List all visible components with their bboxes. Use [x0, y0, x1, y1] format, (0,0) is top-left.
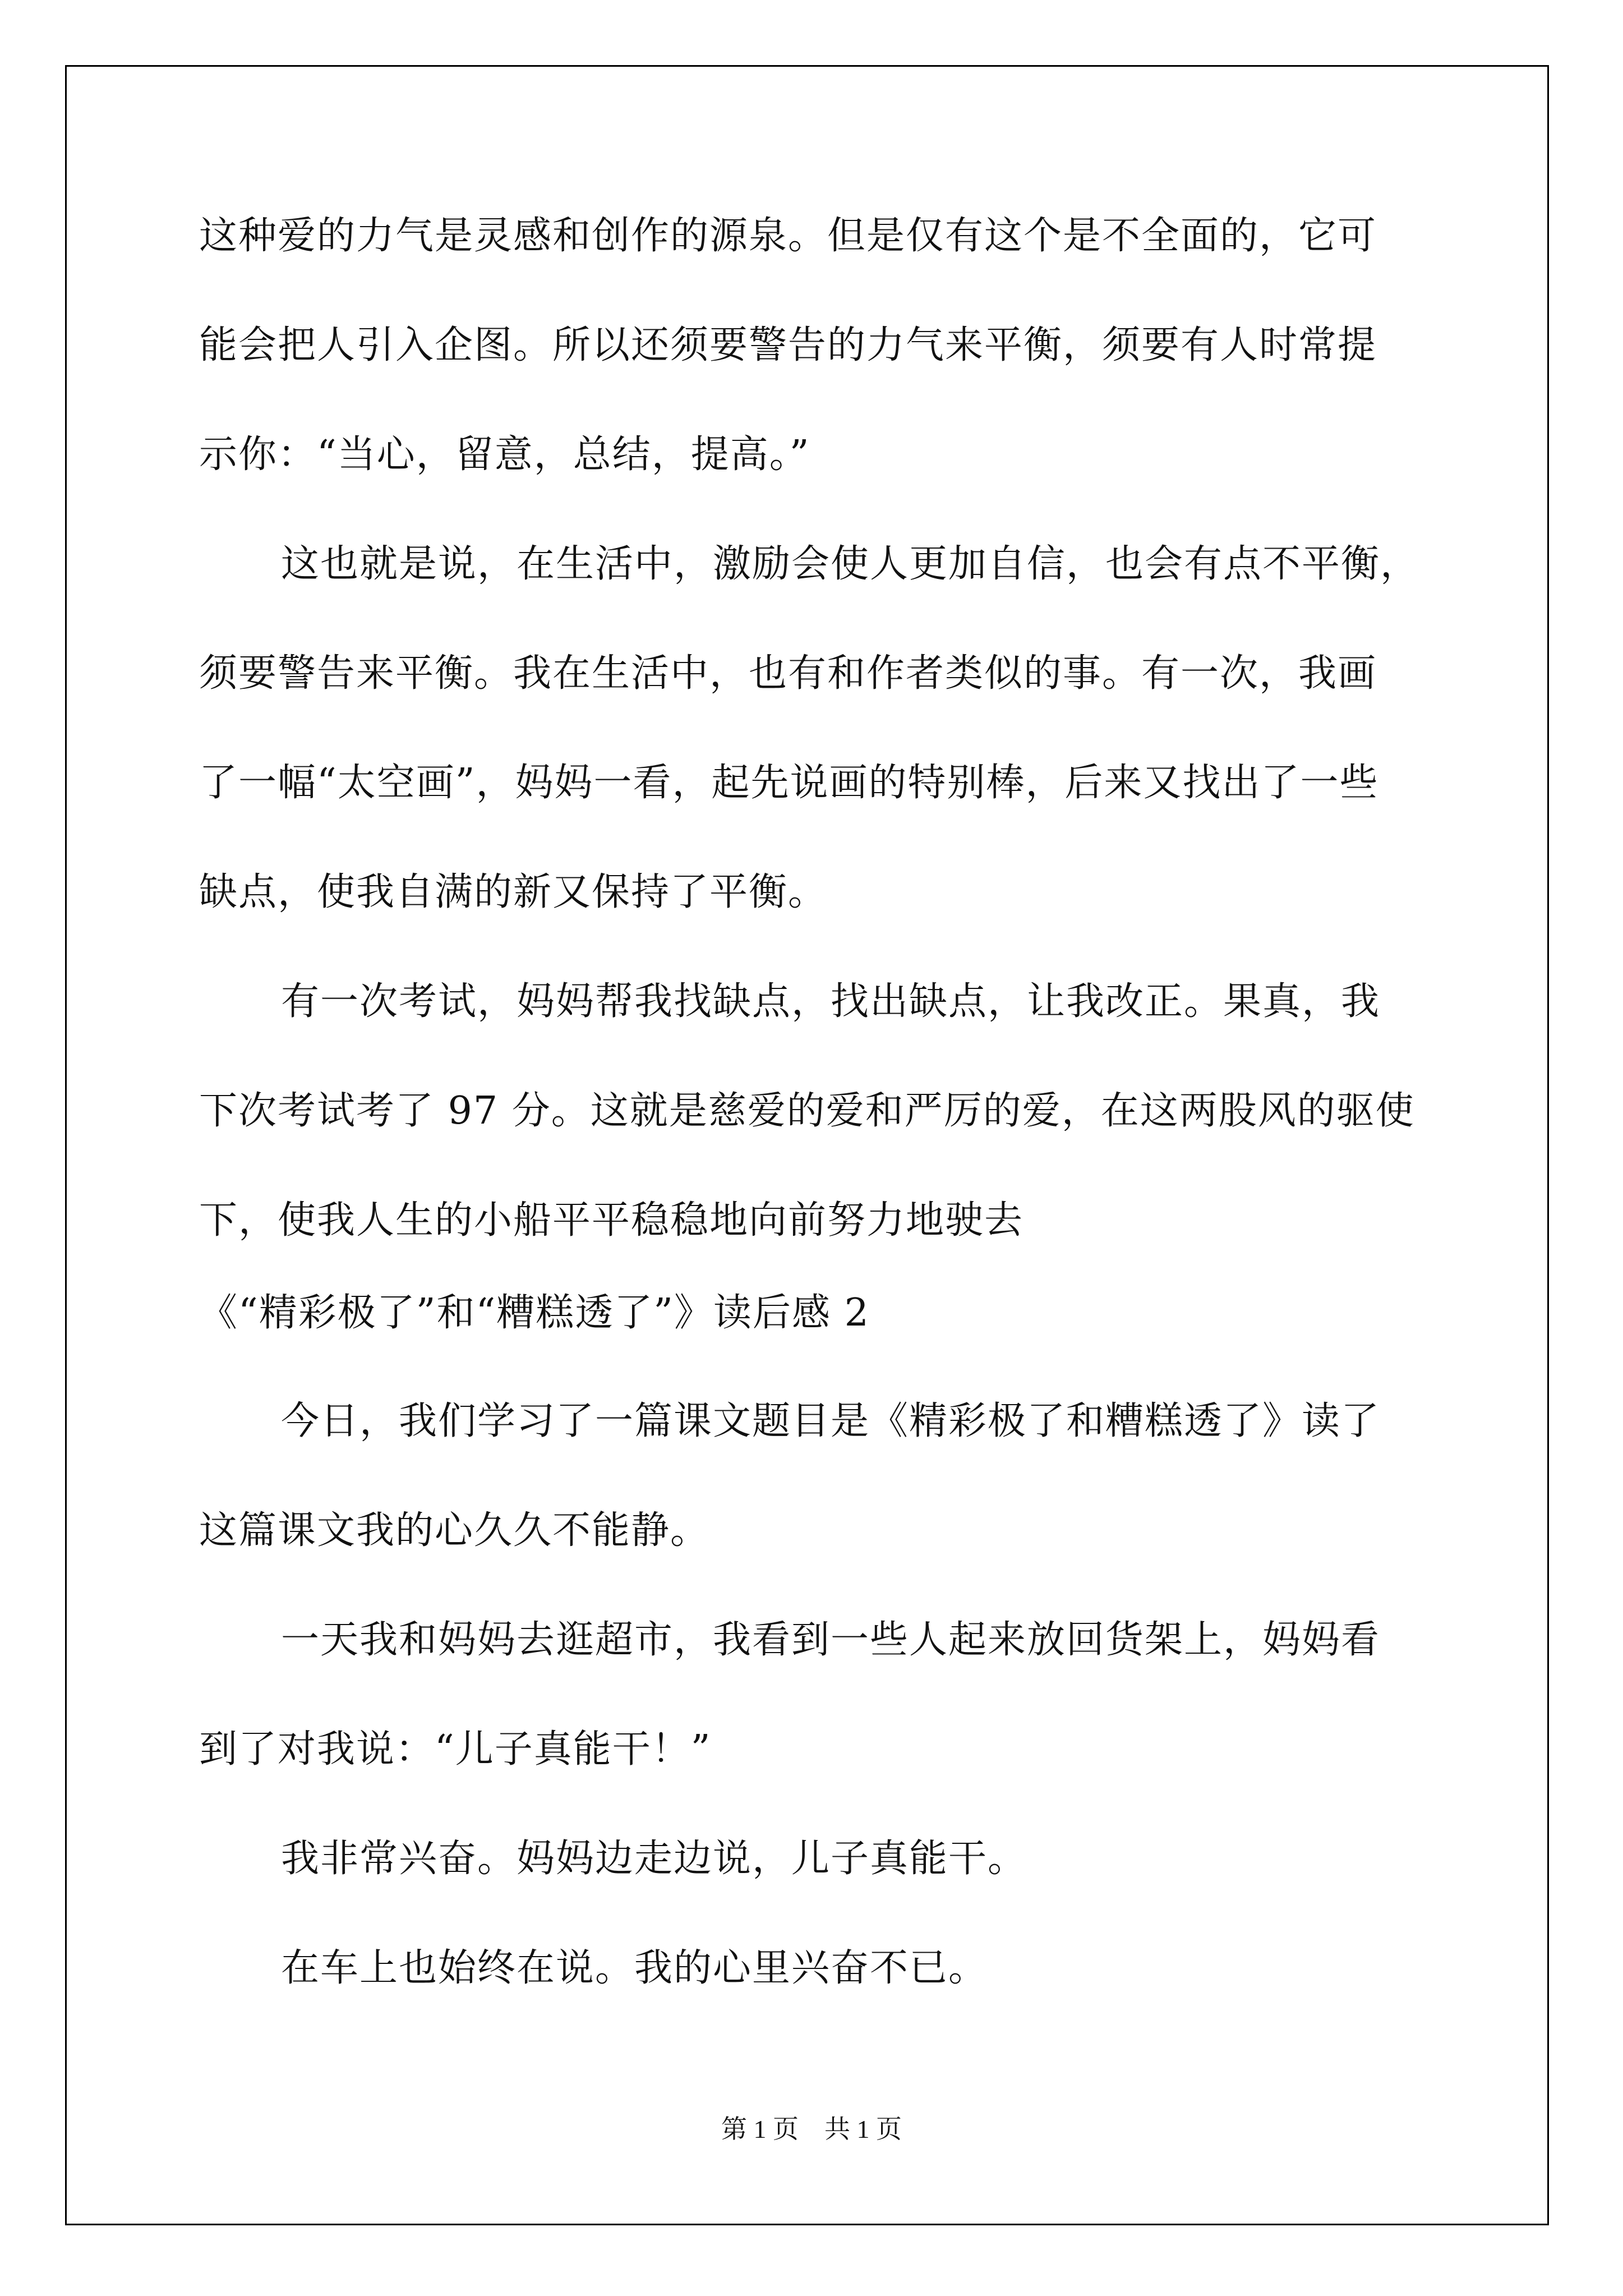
page-border	[65, 65, 1549, 2225]
text-line-2: 能会把人引入企图。所以还须要警告的力气来平衡，须要有人时常提	[199, 323, 1377, 367]
text-line-13: 这篇课文我的心久久不能静。	[199, 1508, 710, 1553]
text-line-6: 了一幅“太空画”，妈妈一看，起先说画的特别棒，后来又找出了一些	[199, 761, 1379, 805]
text-line-16: 我非常兴奋。妈妈边走边说，儿子真能干。	[281, 1837, 1027, 1881]
text-line-12: 今日，我们学习了一篇课文题目是《精彩极了和糟糕透了》读了	[281, 1399, 1381, 1443]
text-line-4: 这也就是说，在生活中，激励会使人更加自信，也会有点不平衡，	[281, 542, 1420, 586]
text-line-14: 一天我和妈妈去逛超市，我看到一些人起来放回货架上，妈妈看	[281, 1618, 1381, 1662]
text-line-1: 这种爱的力气是灵感和创作的源泉。但是仅有这个是不全面的，它可	[199, 214, 1377, 258]
page-number-current: 第 1 页	[721, 2115, 799, 2143]
section-heading: 《“精彩极了”和“糟糕透了”》读后感 2	[199, 1291, 870, 1335]
text-line-5: 须要警告来平衡。我在生活中，也有和作者类似的事。有一次，我画	[199, 651, 1377, 696]
text-line-7: 缺点，使我自满的新又保持了平衡。	[199, 870, 828, 914]
page-number-total: 共 1 页	[824, 2115, 902, 2143]
page-footer	[0, 2114, 1623, 2145]
text-line-17: 在车上也始终在说。我的心里兴奋不已。	[281, 1946, 988, 1990]
text-line-9: 下次考试考了 97 分。这就是慈爱的爱和严厉的爱，在这两股风的驱使	[199, 1089, 1415, 1133]
text-line-15: 到了对我说：“儿子真能干！”	[199, 1727, 712, 1772]
text-line-10: 下，使我人生的小船平平稳稳地向前努力地驶去	[199, 1198, 1024, 1243]
text-line-8: 有一次考试，妈妈帮我找缺点，找出缺点，让我改正。果真，我	[281, 979, 1381, 1024]
text-line-3: 示你：“当心，留意，总结，提高。”	[199, 432, 810, 477]
